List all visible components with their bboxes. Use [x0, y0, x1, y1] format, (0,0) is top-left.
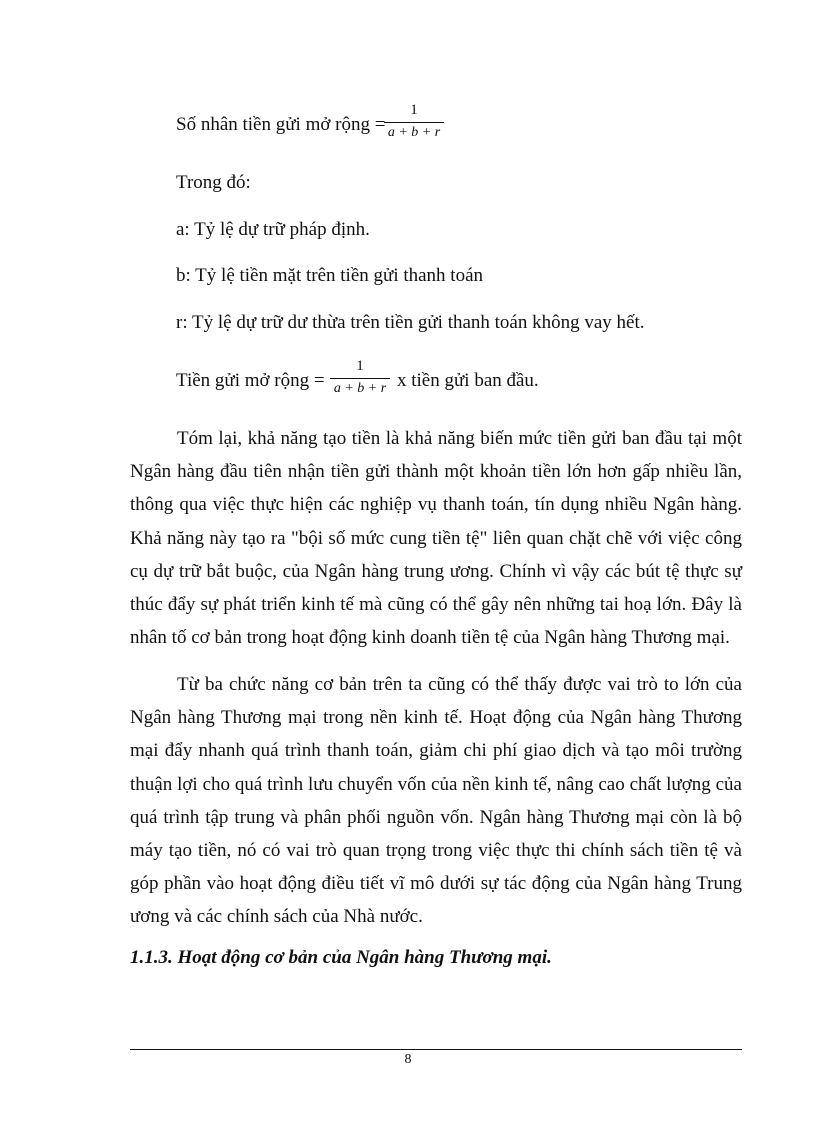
fraction-bar [330, 378, 390, 379]
paragraph-text: Tóm lại, khả năng tạo tiền là khả năng biến mức tiền gửi ban đầu tại một Ngân hàng đầu tiên nhận tiền gửi thành một khoản tiền lớn hơn gấp nhiều lần, thông qua việc thực hiện các nghiệp vụ thanh toán, tín dụng nhiều Ngân hàng. Khả năng này tạo ra "bội số mức cung tiền tệ" liên quan chặt chẽ với việc công cụ dự trữ bắt buộc, của Ngân hàng trung ương. Chính vì vậy các bút tệ thực sự thúc đẩy sự phát triển kinh tế mà cũng có thể gây nên những tai hoạ lớn. Đây là nhân tố cơ bản trong hoạt động kinh doanh tiền tệ của Ngân hàng Thương mại. [130, 428, 742, 649]
formula-deposit-suffix: x tiền gửi ban đầu. [397, 370, 539, 391]
fraction-numerator: 1 [410, 102, 418, 118]
formula-multiplier-fraction [384, 102, 444, 144]
fraction-denominator: a + b + r [333, 381, 387, 396]
definition-b: b: Tỷ lệ tiền mặt trên tiền gửi thanh toán [176, 265, 484, 286]
paragraph-text: Từ ba chức năng cơ bản trên ta cũng có thể thấy được vai trò to lớn của Ngân hàng Thương mại trong nền kinh tế. Hoạt động của Ngân hàng Thương mại đẩy nhanh quá trình thanh toán, giảm chi phí giao dịch và tạo môi trường thuận lợi cho quá trình lưu chuyển vốn của nền kinh tế, nâng cao chất lượng của quá trình tập trung và phân phối nguồn vốn. Ngân hàng Thương mại còn là bộ máy tạo tiền, nó có vai trò quan trọng trong việc thực thi chính sách tiền tệ và góp phần vào hoạt động điều tiết vĩ mô dưới sự tác động của Ngân hàng Trung ương và các chính sách của Nhà nước. [130, 674, 742, 928]
page-number: 8 [404, 1052, 412, 1067]
definition-r: r: Tỷ lệ dự trữ dư thừa trên tiền gửi thanh toán không vay hết. [176, 312, 645, 333]
paragraph-money-creation [130, 422, 742, 654]
fraction-bar [384, 122, 444, 123]
footer-divider [130, 1049, 742, 1050]
formula-multiplier-label: Số nhân tiền gửi mở rộng = [176, 114, 386, 135]
fraction-denominator: a + b + r [387, 125, 441, 140]
section-heading: 1.1.3. Hoạt động cơ bản của Ngân hàng Thương mại. [130, 947, 552, 968]
formula-deposit-label: Tiền gửi mở rộng = [176, 370, 325, 391]
formula-deposit-fraction [330, 358, 390, 400]
fraction-numerator: 1 [356, 358, 364, 374]
definition-a: a: Tỷ lệ dự trữ pháp định. [176, 219, 370, 240]
definitions-intro: Trong đó: [176, 172, 251, 193]
paragraph-bank-role [130, 668, 742, 934]
